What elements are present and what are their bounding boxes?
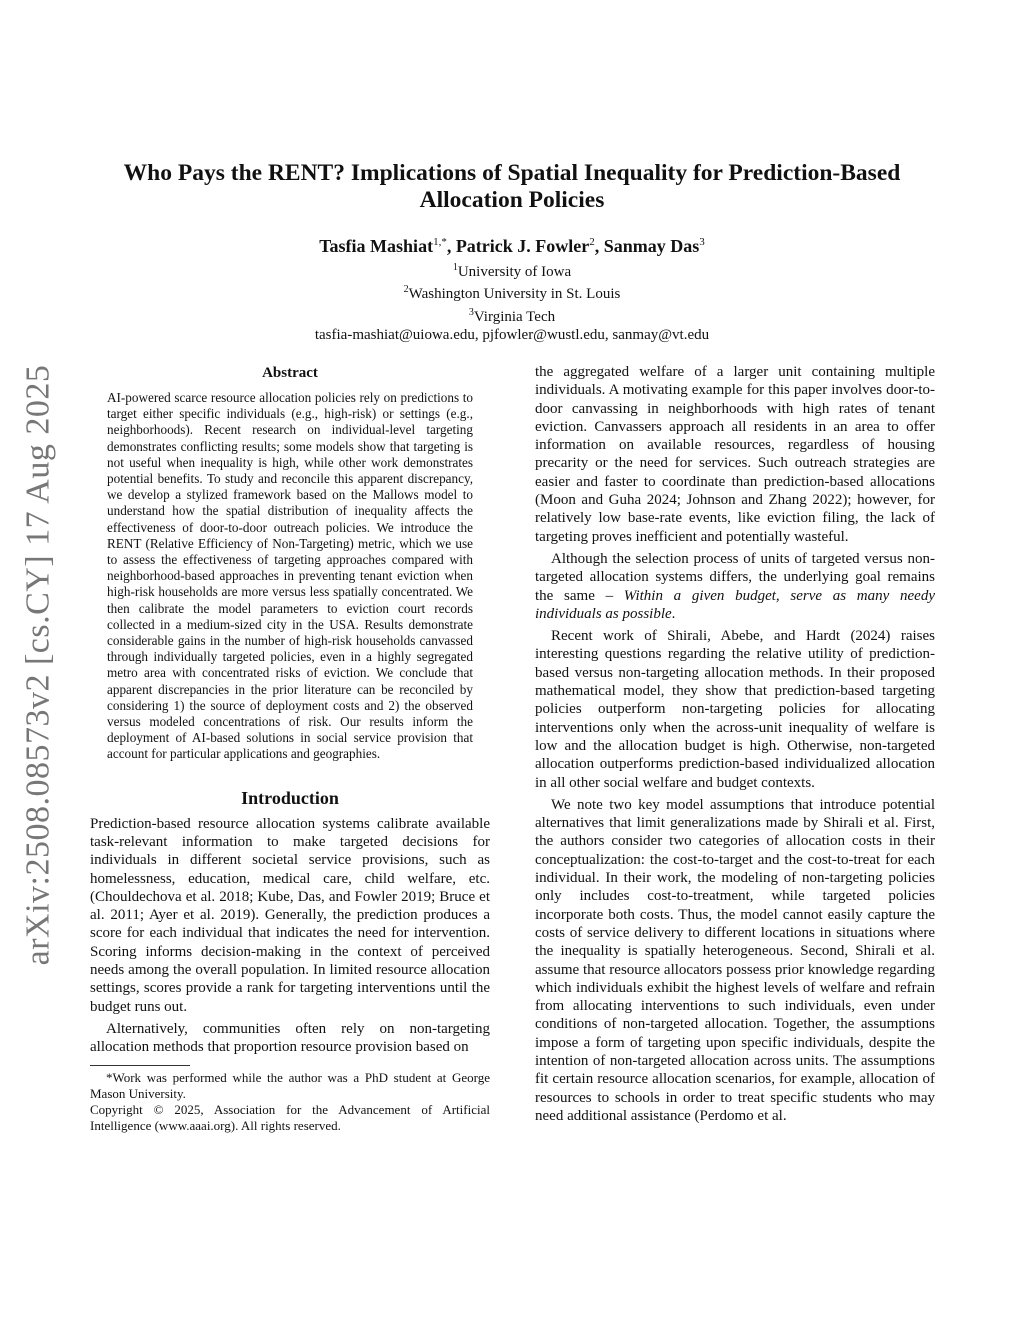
intro-paragraph-1: Prediction-based resource allocation systems calibrate available task-relevant information to make targeted decisions for individuals in different societal service provisions, such as homelessness, education, medical care, child welfare, etc. (Chouldechova et al. 2018; Kube, Das, and Fowler 2019; Bruce et al. 2011; Ayer et al. 2019). Generally, the prediction produces a score for each individual that indicates the need for intervention. Scoring informs decision-making in the context of perceived needs among the overall population. In limited resource allocation settings, scores provide a rank for targeting interventions until the budget runs out.	[90, 815, 490, 1015]
left-column	[90, 365, 490, 1134]
affiliation-line: $^1$University of Iowa	[452, 262, 572, 280]
affiliations	[90, 259, 934, 344]
author-name: Patrick J. Fowler	[455, 236, 590, 256]
right-column	[535, 363, 935, 1125]
affiliation-line: $^2$Washington University in St. Louis	[403, 284, 621, 303]
arxiv-id: arXiv:2508.08573v2 [cs.CY] 17 Aug 2025	[19, 364, 56, 966]
author-separator: ,	[594, 236, 604, 256]
author-affiliation-mark: 2	[589, 236, 595, 248]
affiliation-line: $^3$Virginia Tech	[468, 306, 556, 325]
abstract-text: AI-powered scarce resource allocation policies rely on predictions to target either specific individuals (e.g., high-risk) or settings (e.g., neighborhoods). Recent research on individual-level targeting demonstrates conflicting results; some models show that targeting is not useful when inequality is high, while other work demonstrates potential benefits. To study and reconcile this apparent discrepancy, we develop a stylized framework based on the Mallows model to understand how the spatial distribution of inequality affects the effectiveness of door-to-door outreach policies. We introduce the RENT (Relative Efficiency of Non-Targeting) metric, which we use to assess the effectiveness of targeting approaches compared with neighborhood-based approaches in preventing tenant eviction when high-risk households are more versus less spatially concentrated. We then calibrate the model parameters to eviction court records collected in a medium-sized city in the USA. Results demonstrate considerable gains in the number of high-risk households canvassed through individually targeted policies, even in a highly segregated metro area with concentrated risks of eviction. We conclude that apparent discrepancies in the prior literature can be reconciled by considering 1) the source of deployment costs and 2) the observed versus modeled concentrations of risk. Our results inform the deployment of AI-based solutions in social service provision that account for particular applications and geographies.	[107, 390, 473, 762]
author-affiliation-mark: 1,*	[433, 236, 447, 248]
author-list	[90, 231, 934, 257]
intro-paragraph-2: Alternatively, communities often rely on non-targeting allocation methods that proportion resource provision based on	[90, 1020, 490, 1056]
footnote-divider	[90, 1065, 190, 1066]
arxiv-watermark	[8, 360, 68, 970]
copyright-notice: Copyright © 2025, Association for the Advancement of Artificial Intelligence (www.aaai.org). All rights reserved.	[90, 1101, 490, 1133]
author-name: Sanmay Das	[603, 236, 700, 256]
body-paragraph-assumptions: We note two key model assumptions that introduce potential alternatives that limit generalizations made by Shirali et al. First, the authors consider two categories of allocation costs in their conceptualization: the cost-to-target and the cost-to-treat for each individual. In their work, the modeling of non-targeting policies only includes cost-to-treatment, while targeted policies incorporate both costs. Thus, the model cannot easily capture the costs of service delivery to different locations in situations where the inequality is spatially heterogeneous. Second, Shirali et al. assume that resource allocators possess prior knowledge regarding which individuals exhibit the highest levels of welfare and refrain from allocating interventions to such individuals, even under conditions of non-targeted allocation. Together, the assumptions impose a form of targeting upon specific individuals, despite the intention of non-targeted allocation across units. The assumptions fit certain resource allocation scenarios, for example, allocation of resources to schools in order to treat specific students who may need additional assistance (Perdomo et al.	[535, 796, 935, 1124]
body-paragraph-shirali: Recent work of Shirali, Abebe, and Hardt (2024) raises interesting questions regarding the relative utility of prediction-based versus non-targeting allocation methods. In their proposed mathematical model, they show that prediction-based targeting policies outperform non-targeting policies for allocating interventions only when the across-unit inequality of welfare is low and the allocation budget is high. Otherwise, non-targeted allocation outperforms prediction-based individualized allocation in all other social welfare and budget contexts.	[535, 628, 935, 791]
paper-title: Who Pays the RENT? Implications of Spatial Inequality for Prediction-Based Allocation Policies	[123, 160, 901, 213]
author-name: Tasfia Mashiat	[319, 236, 434, 256]
body-paragraph-continued: the aggregated welfare of a larger unit containing multiple individuals. A motivating example for this paper involves door-to-door canvassing in neighborhoods with high rates of tenant eviction. Canvassers approach all residents in an area to offer information on available resources, regardless of housing precarity or the need for services. Such outreach strategies are easier and faster to coordinate than prediction-based allocations (Moon and Guha 2024; Johnson and Zhang 2022); however, for relatively low base-rate events, like eviction filing, the lack of targeting proves inefficient and potentially wasteful.	[535, 364, 935, 545]
author-affiliation-mark: 3	[699, 236, 705, 248]
introduction-heading: Introduction	[241, 787, 339, 808]
goal-statement: Within a given budget, serve as many needy individuals as possible	[535, 587, 935, 622]
abstract-heading: Abstract	[262, 365, 318, 381]
author-separator: ,	[446, 236, 456, 256]
footnote-author: *Work was performed while the author was a PhD student at George Mason University.	[90, 1069, 490, 1101]
body-paragraph-goal: Although the selection process of units of targeted versus non-targeted allocation systems differs, the underlying goal remains the same – Within a given budget, serve as many needy individuals as possible.	[535, 550, 935, 622]
author-emails: tasfia-mashiat@uiowa.edu, pjfowler@wustl.edu, sanmay@vt.edu	[314, 326, 710, 343]
